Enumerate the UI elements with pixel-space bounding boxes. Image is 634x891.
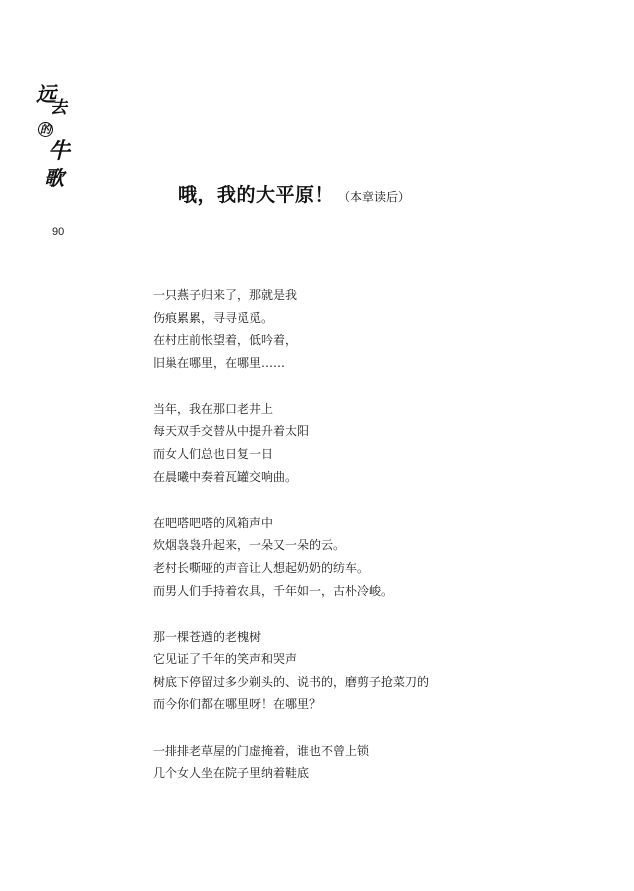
book-title-seal [34, 84, 78, 196]
poem-stanza [153, 740, 573, 785]
poem-line: 树底下停留过多少剃头的、说书的，磨剪子抢菜刀的 [153, 674, 430, 689]
poem-stanza [153, 626, 573, 716]
chapter-title [178, 180, 410, 207]
poem-body [153, 284, 573, 808]
poem-stanza [153, 284, 573, 374]
seal-char-5: 歌 [44, 166, 64, 190]
poem-line: 一排排老草屋的门虚掩着，谁也不曾上锁 [153, 743, 370, 758]
chapter-title-main: 哦，我的大平原！ [178, 184, 335, 206]
poem-stanza [153, 398, 573, 488]
chapter-title-note: （本章读后） [338, 190, 411, 204]
poem-line: 炊烟袅袅升起来，一朵又一朵的云。 [153, 538, 346, 553]
page-number: 90 [52, 226, 65, 238]
poem-stanza [153, 512, 573, 602]
poem-line: 老村长嘶哑的声音让人想起奶奶的纺车。 [153, 560, 370, 575]
poem-line: 而男人们手持着农具，千年如一，古朴冷峻。 [153, 583, 394, 598]
poem-line: 而今你们都在哪里呀！在哪里？ [153, 697, 322, 712]
seal-char-4: 牛 [48, 138, 71, 164]
poem-line: 而女人们总也日复一日 [153, 447, 274, 462]
poem-line: 它见证了千年的笑声和哭声 [153, 652, 298, 667]
poem-line: 旧巢在哪里，在哪里…… [153, 355, 286, 370]
poem-line: 在村庄前怅望着，低吟着， [153, 333, 298, 348]
poem-line: 那一棵苍遒的老槐树 [153, 629, 262, 644]
poem-line: 每天双手交替从中提升着太阳 [153, 424, 310, 439]
poem-line: 伤痕累累，寻寻觅觅。 [153, 310, 274, 325]
poem-line: 一只燕子归来了，那就是我 [153, 288, 298, 302]
seal-char-2: 去 [50, 98, 67, 118]
seal-char-1: 远 [36, 82, 56, 106]
poem-line: 当年，我在那口老井上 [153, 401, 274, 416]
poem-line: 几个女人坐在院子里纳着鞋底 [153, 766, 310, 781]
poem-line: 在晨曦中奏着瓦罐交响曲。 [153, 469, 298, 484]
seal-char-3: 的 [40, 123, 51, 136]
poem-line: 在吧嗒吧嗒的风箱声中 [153, 515, 274, 530]
